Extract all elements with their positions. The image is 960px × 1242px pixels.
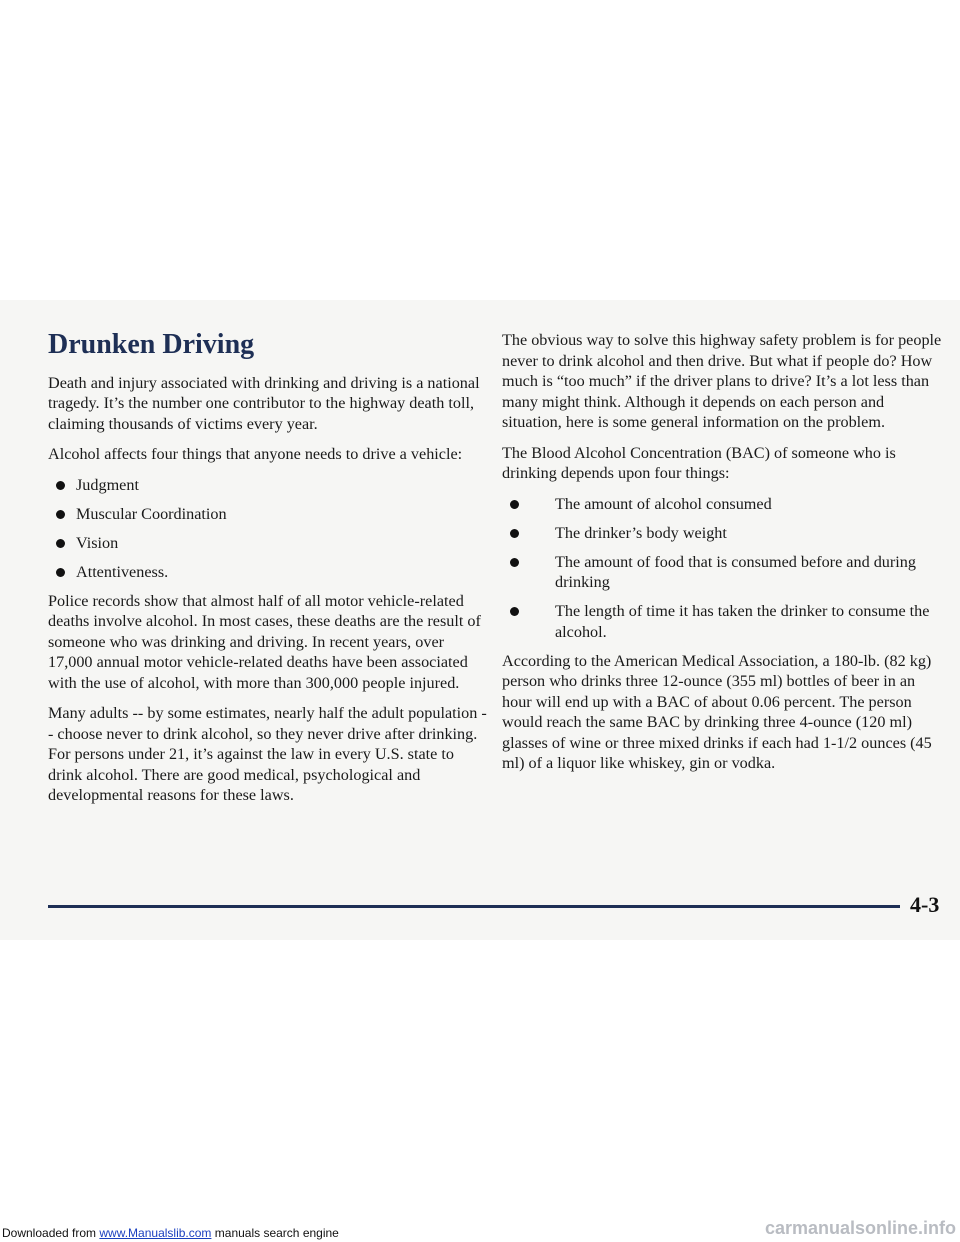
bullet-list: [48, 475, 488, 583]
manualslib-link[interactable]: www.Manualslib.com: [99, 1226, 212, 1240]
bullet-icon: [56, 539, 65, 548]
paragraph: The obvious way to solve this highway safety problem is for people never to drink alcohol and then drive. But what if people do? How much is “too much” if the driver plans to drive? It’s a lot less than many might think. Although it depends on each person and situation, here is some general information on the problem.: [502, 331, 942, 431]
page-number: 4-3: [910, 892, 940, 917]
list-item: The length of time it has taken the drinker to consume the alcohol.: [502, 601, 947, 642]
bullet-icon: [510, 607, 519, 616]
paragraph: Police records show that almost half of all motor vehicle-related deaths involve alcohol. In most cases, these deaths are the result of someone who was drinking and driving. In recent years, over 17,000 annual motor vehicle-related deaths have been associated with the use of alcohol, with more than 300,000 people injured.: [48, 591, 481, 692]
bullet-icon: [56, 568, 65, 577]
paragraph: Many adults -- by some estimates, nearly half the adult population -- choose never to drink alcohol, so they never drive after drinking. For persons under 21, it’s against the law in every U.S. state to drink alcohol. There are good medical, psychological and developmental reasons for these laws.: [48, 704, 487, 805]
left-column: [48, 330, 488, 816]
bullet-icon: [56, 481, 65, 490]
footer-rule: [48, 905, 900, 908]
list-item: Muscular Coordination: [48, 504, 488, 525]
paragraph: Death and injury associated with drinking and driving is a national tragedy. It’s the number one contributor to the highway death toll, claiming thousands of victims every year.: [48, 373, 480, 433]
bullet-icon: [56, 510, 65, 519]
list-item: Judgment: [48, 475, 488, 496]
list-item: Attentiveness.: [48, 562, 488, 583]
list-item: The amount of food that is consumed before and during drinking: [502, 552, 947, 593]
list-item: The drinker’s body weight: [502, 523, 947, 544]
bullet-list: [502, 494, 947, 643]
paragraph: Alcohol affects four things that anyone needs to drive a vehicle:: [48, 445, 463, 464]
paragraph: According to the American Medical Association, a 180-lb. (82 kg) person who drinks three 12-ounce (355 ml) bottles of beer in an hour will end up with a BAC of about 0.06 percent. The person would reach the same BAC by drinking three 4-ounce (120 ml) glasses of wine or three mixed drinks if each had 1-1/2 ounces (45 ml) of a liquor like whiskey, gin or vodka.: [502, 651, 932, 772]
right-column: [502, 330, 947, 784]
paragraph: The Blood Alcohol Concentration (BAC) of someone who is drinking depends upon four things:: [502, 443, 896, 482]
bullet-icon: [510, 529, 519, 538]
bullet-icon: [510, 558, 519, 567]
download-notice: Downloaded from www.Manualslib.com manuals search engine: [2, 1226, 339, 1240]
list-item: Vision: [48, 533, 488, 554]
section-title: Drunken Driving: [48, 329, 255, 360]
bullet-icon: [510, 500, 519, 509]
watermark: carmanualsonline.info: [764, 1218, 956, 1238]
list-item: The amount of alcohol consumed: [502, 494, 947, 515]
